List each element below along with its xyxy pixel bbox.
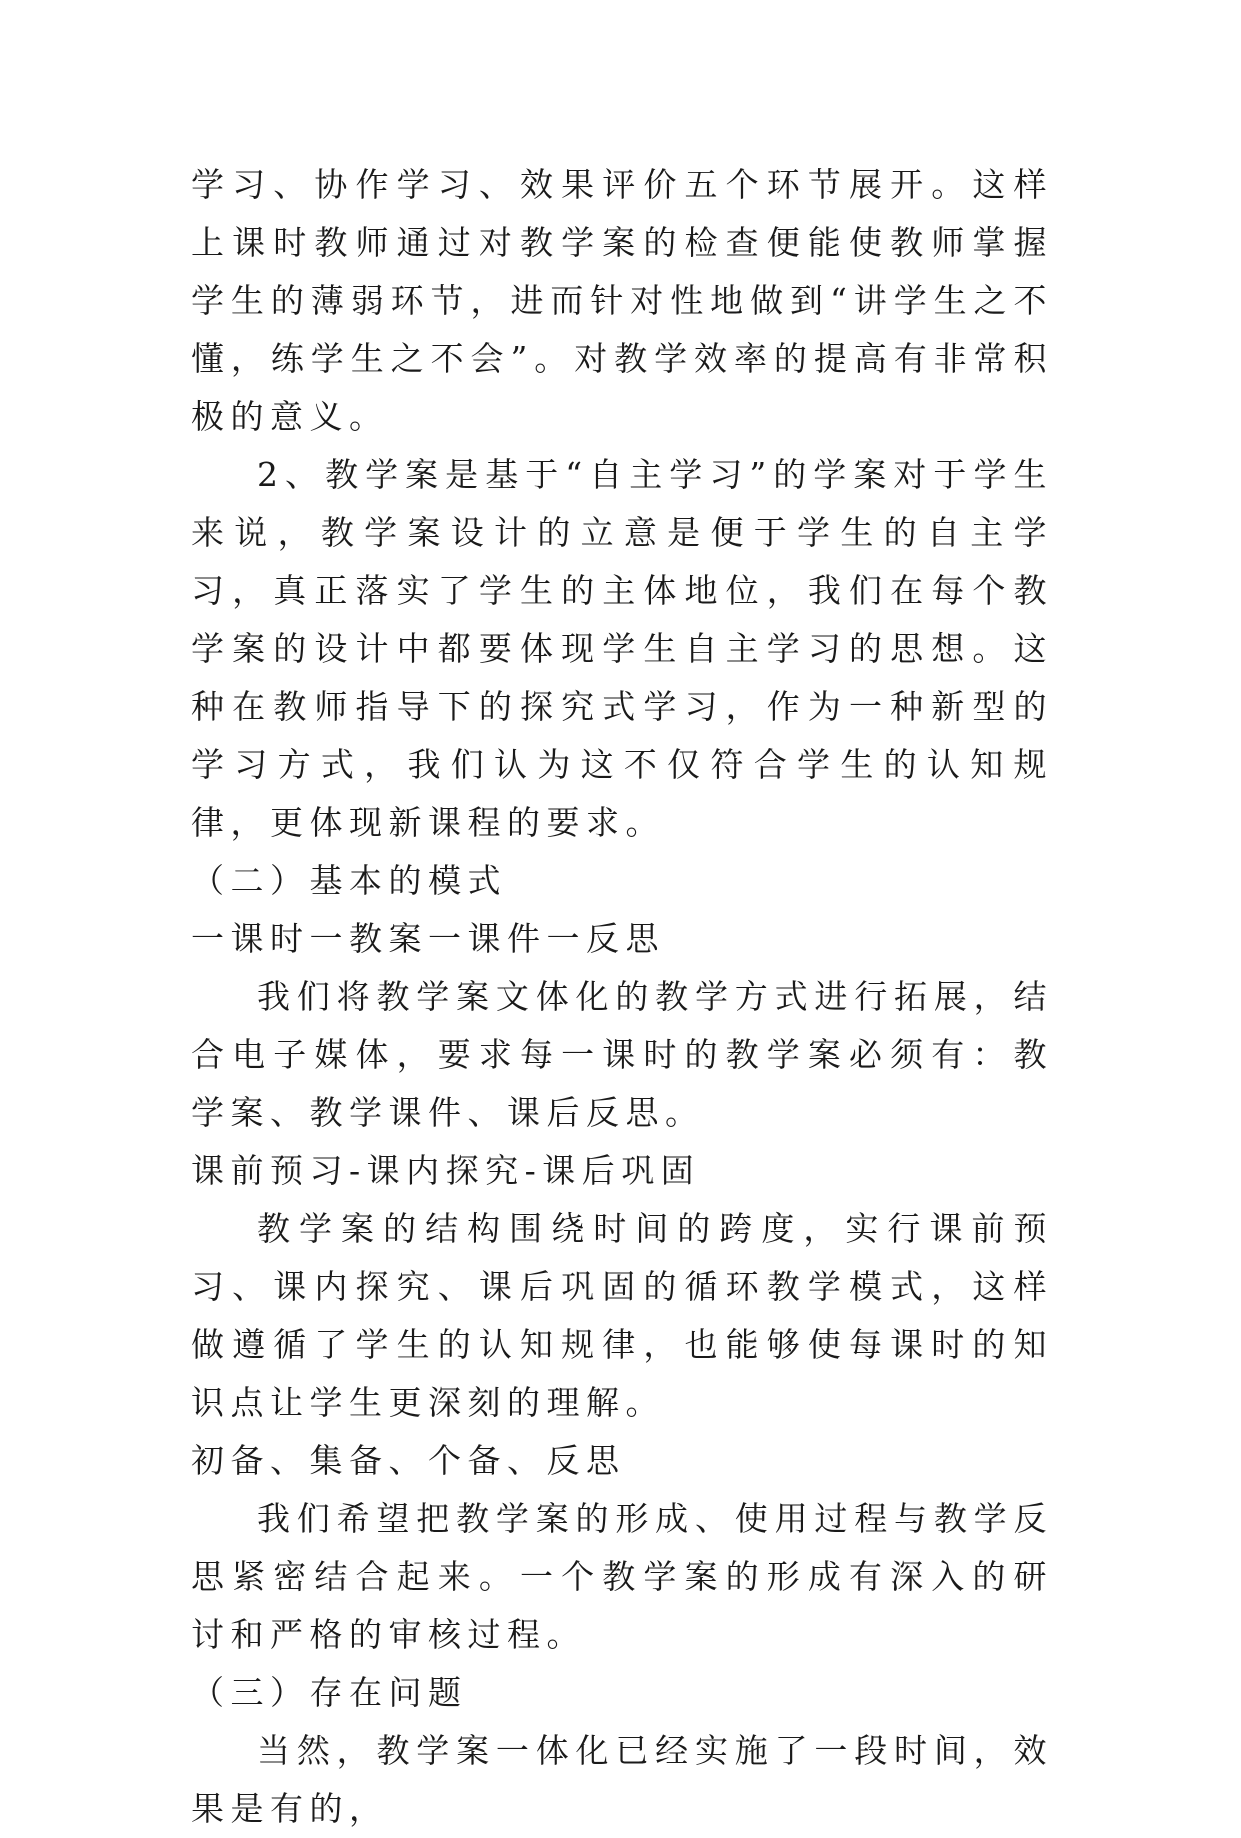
paragraph: 我们将教学案文体化的教学方式进行拓展，结合电子媒体，要求每一课时的教学案必须有：教学案、教学课件、课后反思。	[191, 977, 1053, 1132]
paragraph: 学习、协作学习、效果评价五个环节展开。这样上课时教师通过对教学案的检查便能使教师掌握学生的薄弱环节，进而针对性地做到“讲学生之不懂，练学生之不会”。对教学效率的提高有非常积极的意义。	[191, 165, 1053, 436]
paragraph: 2、教学案是基于“自主学习”的学案对于学生来说，教学案设计的立意是便于学生的自主学习，真正落实了学生的主体地位，我们在每个教学案的设计中都要体现学生自主学习的思想。这种在教师指导下的探究式学习，作为一种新型的学习方式，我们认为这不仅符合学生的认知规律，更体现新课程的要求。	[191, 455, 1053, 842]
section-heading: （二）基本的模式	[191, 861, 507, 900]
paragraph: 当然，教学案一体化已经实施了一段时间，效果是有的，	[191, 1731, 1053, 1828]
paragraph: 我们希望把教学案的形成、使用过程与教学反思紧密结合起来。一个教学案的形成有深入的研讨和严格的审核过程。	[191, 1499, 1053, 1654]
subheading: 一课时一教案一课件一反思	[191, 919, 665, 958]
paragraph: 教学案的结构围绕时间的跨度，实行课前预习、课内探究、课后巩固的循环教学模式，这样做遵循了学生的认知规律，也能够使每课时的知识点让学生更深刻的理解。	[191, 1209, 1053, 1422]
section-heading: （三）存在问题	[191, 1673, 468, 1712]
subheading: 初备、集备、个备、反思	[191, 1441, 626, 1480]
subheading: 课前预习-课内探究-课后巩固	[191, 1151, 701, 1190]
document-body	[191, 156, 1053, 1838]
